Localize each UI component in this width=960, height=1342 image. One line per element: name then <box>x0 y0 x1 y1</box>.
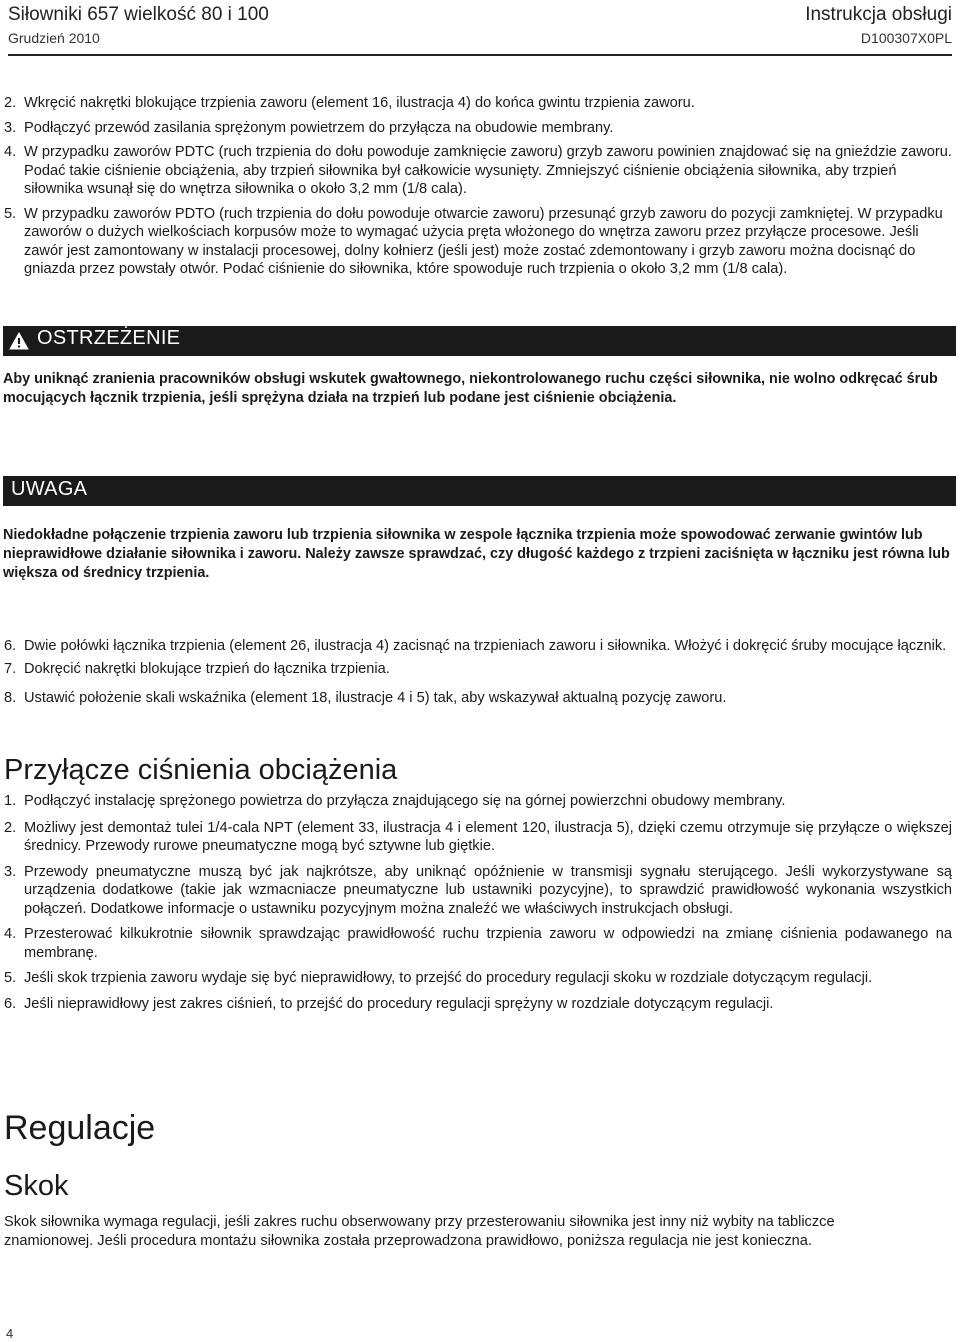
step-number: 4. <box>4 926 17 942</box>
step-text: Podłączyć przewód zasilania sprężonym powietrzem do przyłącza na obudowie membrany. <box>24 119 614 136</box>
warning-triangle-icon <box>9 332 29 350</box>
step-number: 2. <box>4 819 17 836</box>
step-number: 5. <box>4 970 17 986</box>
step-text: Podłączyć instalację sprężonego powietrza do przyłącza znajdującego się na górnej powierzchni obudowy membrany. <box>24 793 786 809</box>
page-number: 4 <box>6 1326 14 1341</box>
step-text: W przypadku zaworów PDTO (ruch trzpienia do dołu powoduje otwarcie zaworu) przesunąć grzyb zaworu do pozycji zamkniętej. W przypadku zaworów o dużych wielkościach korpusów może to wymagać użycia pręta włożonego do wnętrza zaworu przez przyłącze procesowe. Jeśli zawór jest zamontowany w instalacji procesowej, dolny kołnierz (jeśli jest) może zostać zdemontowany i grzyb zaworu można docisnąć do gniazda przez powstały otwór. Podać ciśnienie do siłownika, które spowoduje ruch trzpienia o około 3,2 mm (1/8 cala). <box>24 205 943 277</box>
paragraph: Skok siłownika wymaga regulacji, jeśli zakres ruchu obserwowany przy przesterowaniu siłownika jest inny niż wybity na tabliczce znamionowej. Jeśli procedura montażu siłownika została przeprowadzona prawidłowo, poniższa regulacja nie jest konieczna. <box>4 1214 835 1249</box>
step-number: 8. <box>4 690 17 706</box>
list-item <box>4 119 952 138</box>
step-text: Wkręcić nakrętki blokujące trzpienia zaworu (element 16, ilustracja 4) do końca gwintu trzpienia zaworu. <box>24 95 695 111</box>
caution-label: UWAGA <box>11 478 88 500</box>
subsection-title: Skok <box>4 1170 69 1202</box>
step-number: 6. <box>4 638 17 654</box>
pressure-steps-list <box>4 792 952 1013</box>
step-number: 5. <box>4 205 17 222</box>
step-number: 4. <box>4 144 17 160</box>
warning-label: OSTRZEŻENIE <box>37 327 181 349</box>
caution-text: Niedokładne połączenie trzpienia zaworu lub trzpienia siłownika w zespole łącznika trzpienia może spowodować zerwanie gwintów lub nieprawidłowe działanie siłownika i zaworu. Należy zawsze sprawdzać, czy długość każdego z trzpieni zaciśnięta w łączniku jest równa lub większa od średnicy trzpienia. <box>3 527 950 581</box>
step-number: 7. <box>4 660 17 677</box>
step-text: Przewody pneumatyczne muszą być jak najkrótsze, aby uniknąć opóźnienie w transmisji sygnału sterującego. Jeśli wykorzystywane są urządzenia dodatkowe (takie jak wzmacniacze pneumatyczne lub ustawniki pozycyjne), to sprawdzić prawidłowość wykonania wszystkich połączeń. Dodatkowe informacje o ustawniku pozycyjnym można znaleźć we właściwych instrukcjach obsługi. <box>24 863 952 917</box>
warning-banner <box>3 326 956 356</box>
step-number: 1. <box>4 793 17 809</box>
warning-block <box>3 326 951 408</box>
step-number: 6. <box>4 995 17 1012</box>
step-text: Jeśli nieprawidłowy jest zakres ciśnień, to przejść do procedury regulacji sprężyny w rozdziale dotyczącym regulacji. <box>24 995 774 1012</box>
list-item <box>4 863 952 919</box>
page-header <box>8 4 952 48</box>
pressure-section <box>4 753 952 1018</box>
list-item <box>4 925 952 962</box>
caution-block <box>3 476 951 583</box>
step-text: Dokręcić nakrętki blokujące trzpień do łącznika trzpienia. <box>24 660 390 677</box>
list-item <box>4 995 952 1014</box>
step-text: Dwie połówki łącznika trzpienia (element 26, ilustracja 4) zacisnąć na trzpieniach zaworu i siłownika. Włożyć i dokręcić śruby mocujące łącznik. <box>24 638 947 654</box>
list-item <box>4 819 952 856</box>
step-number: 3. <box>4 863 17 880</box>
document-date: Grudzień 2010 <box>8 30 100 46</box>
caution-banner <box>3 476 956 506</box>
list-item <box>4 660 952 679</box>
list-item <box>4 637 952 656</box>
document-code: D100307X0PL <box>860 30 952 46</box>
list-item <box>4 969 952 988</box>
section-title: Przyłącze ciśnienia obciążenia <box>4 754 398 786</box>
step-text: Przesterować kilkukrotnie siłownik sprawdzając prawidłowość ruchu trzpienia zaworu w odpowiedzi na zmianę ciśnienia podawanego na membranę. <box>24 926 952 961</box>
steps-top-list <box>4 94 952 284</box>
list-item <box>4 205 952 279</box>
step-number: 2. <box>4 95 17 111</box>
adjustments-section <box>4 1108 952 1250</box>
warning-text: Aby uniknąć zranienia pracowników obsługi wskutek gwałtownego, niekontrolowanego ruchu części siłownika, nie wolno odkręcać śrub mocujących łącznik trzpienia, jeśli sprężyna działa na trzpień lub podane jest ciśnienie obciążenia. <box>3 371 938 406</box>
document-title: Siłowniki 657 wielkość 80 i 100 <box>8 4 269 25</box>
list-item <box>4 94 952 113</box>
list-item <box>4 689 952 708</box>
manual-type: Instrukcja obsługi <box>805 4 952 25</box>
list-item <box>4 792 952 811</box>
steps-mid-list <box>4 637 952 713</box>
step-number: 3. <box>4 119 17 136</box>
section-title: Regulacje <box>4 1109 156 1147</box>
step-text: Możliwy jest demontaż tulei 1/4-cala NPT (element 33, ilustracja 4 i element 120, ilustracja 5), dzięki czemu otrzymuje się przyłącze o większej średnicy. Przewody rurowe pneumatyczne mogą być sztywne lub giętkie. <box>24 819 952 854</box>
step-text: Ustawić położenie skali wskaźnika (element 18, ilustracje 4 i 5) tak, aby wskazywał aktualną pozycję zaworu. <box>24 690 727 706</box>
step-text: Jeśli skok trzpienia zaworu wydaje się być nieprawidłowy, to przejść do procedury regulacji skoku w rozdziale dotyczącym regulacji. <box>24 970 873 986</box>
step-text: W przypadku zaworów PDTC (ruch trzpienia do dołu powoduje zamknięcie zaworu) grzyb zaworu powinien znajdować się na gnieździe zaworu. Podać takie ciśnienie obciążenia, aby trzpień siłownika był całkowicie wysunięty. Zmniejszyć ciśnienie obciążenia siłownika, aby trzpień siłownika wsunął się do wnętrza siłownika o około 3,2 mm (1/8 cala). <box>24 144 952 197</box>
list-item <box>4 143 952 199</box>
header-divider <box>8 54 952 56</box>
